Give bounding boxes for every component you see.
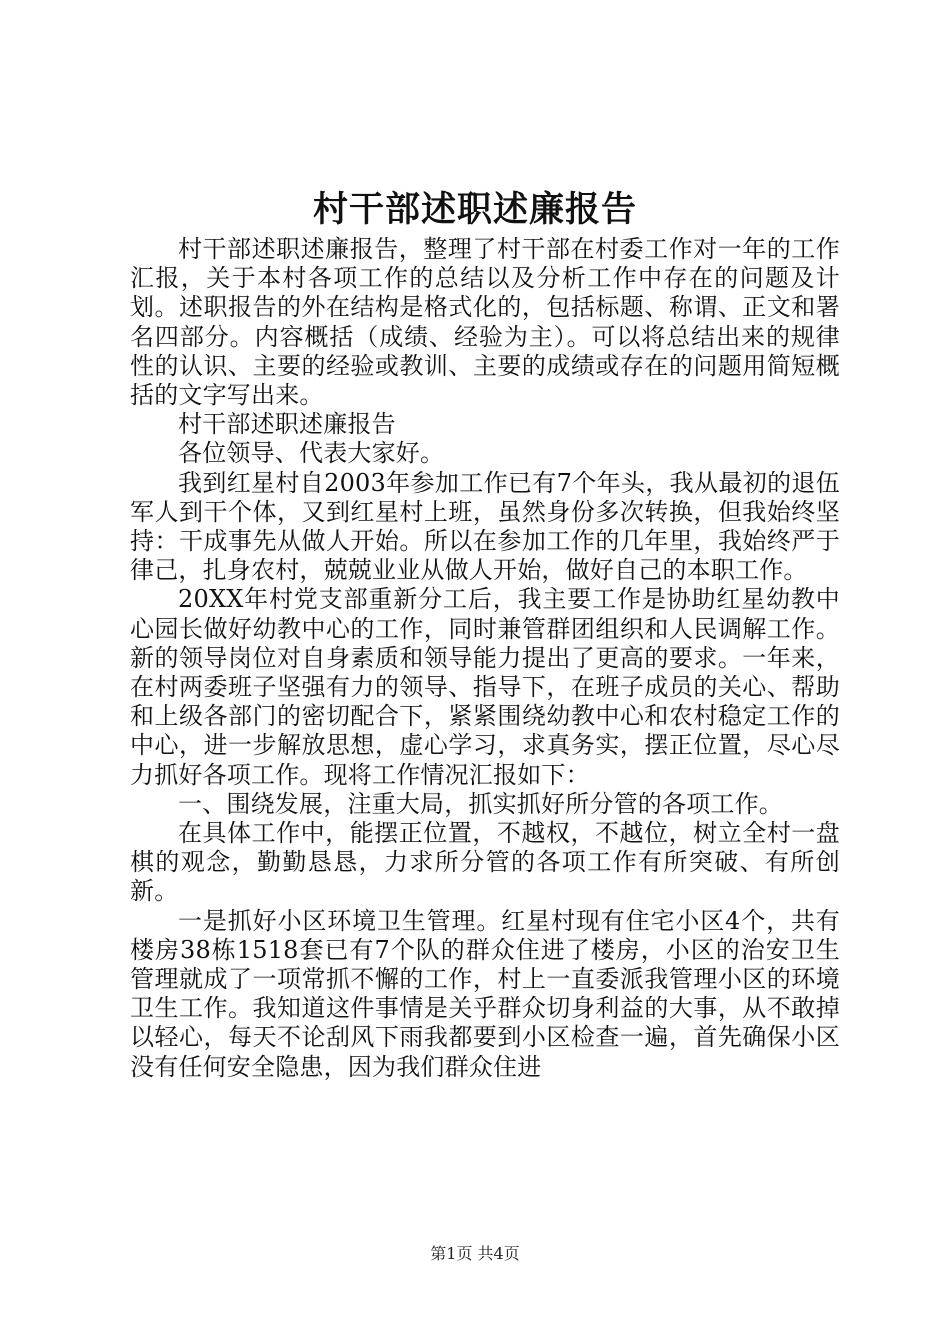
paragraph-intro: 村干部述职述廉报告，整理了村干部在村委工作对一年的工作汇报，关于本村各项工作的总结以及分析工作中存在的问题及计划。述职报告的外在结构是格式化的，包括标题、称谓、正文和署名四部分。内容概括（成绩、经验为主）。可以将总结出来的规律性的认识、主要的经验或教训、主要的成绩或存在的问题用简短概括的文字写出来。 <box>130 235 840 410</box>
paragraph-greeting: 各位领导、代表大家好。 <box>178 439 445 468</box>
document-body <box>130 235 840 1082</box>
paragraph: 在具体工作中，能摆正位置，不越权，不越位，树立全村一盘棋的观念，勤勤恳恳，力求所分管的各项工作有所突破、有所创新。 <box>130 819 840 906</box>
section-heading: 一、围绕发展，注重大局，抓实抓好所分管的各项工作。 <box>178 789 783 818</box>
paragraph: 我到红星村自2003年参加工作已有7个年头，我从最初的退伍军人到干个体，又到红星村上班，虽然身份多次转换，但我始终坚持：干成事先从做人开始。所以在参加工作的几年里，我始终严于律己，扎身农村，兢兢业业从做人开始，做好自己的本职工作。 <box>130 468 840 585</box>
page-number-footer: 第1页 共4页 <box>430 1244 520 1263</box>
paragraph: 20XX年村党支部重新分工后，我主要工作是协助红星幼教中心园长做好幼教中心的工作，同时兼管群团组织和人民调解工作。新的领导岗位对自身素质和领导能力提出了更高的要求。一年来，在村两委班子坚强有力的领导、指导下，在班子成员的关心、帮助和上级各部门的密切配合下，紧紧围绕幼教中心和农村稳定工作的中心，进一步解放思想，虚心学习，求真务实，摆正位置，尽心尽力抓好各项工作。现将工作情况汇报如下： <box>130 585 840 789</box>
paragraph: 一是抓好小区环境卫生管理。红星村现有住宅小区4个，共有楼房38栋1518套已有7个队的群众住进了楼房，小区的治安卫生管理就成了一项常抓不懈的工作，村上一直委派我管理小区的环境卫生工作。我知道这件事情是关乎群众切身利益的大事，从不敢掉以轻心，每天不论刮风下雨我都要到小区检查一遍，首先确保小区没有任何安全隐患，因为我们群众住进 <box>130 906 840 1081</box>
paragraph-heading: 村干部述职述廉报告 <box>178 410 396 439</box>
document-title: 村干部述职述廉报告 <box>312 189 637 230</box>
